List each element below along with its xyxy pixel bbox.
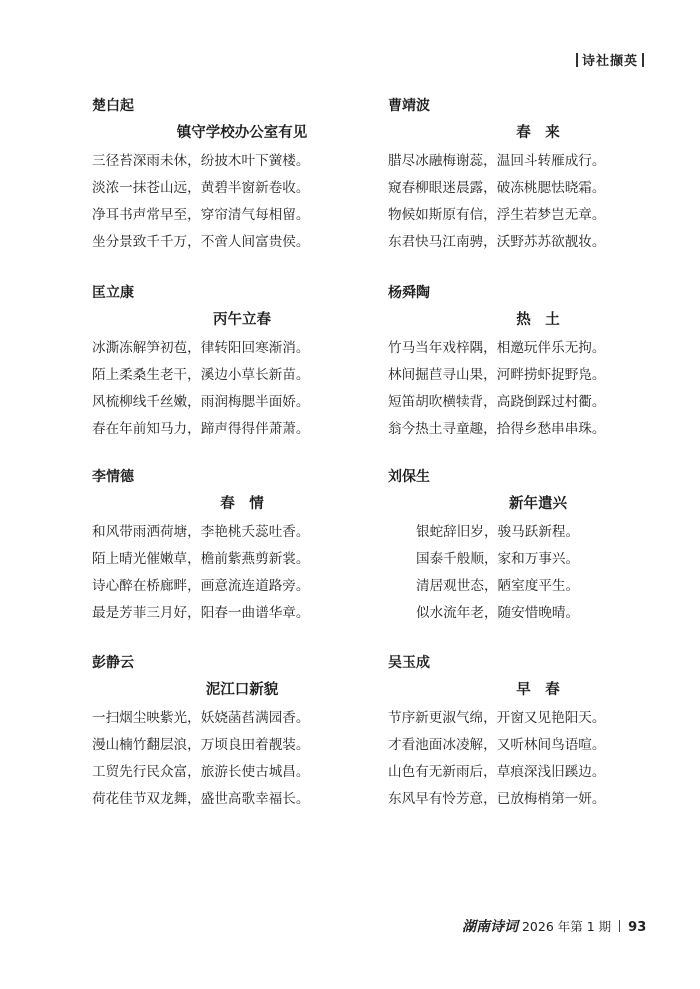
poem-line: 诗心醉在桥廊畔，画意流连道路旁。 <box>92 578 310 594</box>
issue-label: 2026 年第 1 期 <box>521 919 612 934</box>
page-number: 93 <box>628 920 647 935</box>
section-tag <box>572 50 648 69</box>
poem-line: 林间掘苣寻山果，河畔捞虾捉野凫。 <box>388 367 606 383</box>
poem-author: 刘保生 <box>388 469 430 485</box>
poem-line: 陌上晴光催嫩草，檐前紫燕剪新裳。 <box>92 551 310 567</box>
section-tag-bar-right <box>642 53 644 67</box>
poem-line: 和风带雨洒荷塘，李艳桃夭蕊吐香。 <box>92 524 310 540</box>
poem-line: 净耳书声常早至，穿帘清气每相留。 <box>92 207 310 223</box>
poem-line: 银蛇辞旧岁，骏马跃新程。 <box>416 524 580 540</box>
poem-peng-jingyun <box>92 653 392 813</box>
poem-line: 工贸先行民众富，旅游长使古城昌。 <box>92 764 310 780</box>
poem-title: 早 春 <box>516 681 560 698</box>
poem-title: 镇守学校办公室有见 <box>176 124 308 141</box>
poem-line: 东风早有怜芳意，已放梅梢第一妍。 <box>388 791 606 807</box>
poem-line: 淡浓一抹苍山远，黄碧半窗新卷收。 <box>92 180 310 196</box>
poem-line: 春在年前知马力，蹄声得得伴萧萧。 <box>92 421 310 437</box>
poem-line: 漫山楠竹翻层浪，万顷良田着靓装。 <box>92 737 310 753</box>
poem-title: 热 土 <box>516 311 560 328</box>
poem-line: 节序新更淑气绵，开窗又见艳阳天。 <box>388 710 606 726</box>
poem-line: 坐分景致千千万，不啻人间富贵侯。 <box>92 234 310 250</box>
poem-title: 春 情 <box>220 495 264 512</box>
poem-title: 新年遣兴 <box>509 495 567 512</box>
poem-chu-baiqi <box>92 96 392 256</box>
poem-line: 风梳柳线千丝嫩，雨润梅腮半面娇。 <box>92 394 310 410</box>
page-footer <box>462 916 646 936</box>
poem-line: 翁今热土寻童趣，拾得乡愁串串珠。 <box>388 421 606 437</box>
poem-line: 冰澌冻解笋初苞，律转阳回寒渐消。 <box>92 340 310 356</box>
section-tag-text: 诗社撷英 <box>581 54 638 69</box>
poem-wu-yucheng <box>388 653 688 813</box>
poem-author: 彭静云 <box>92 655 134 671</box>
poem-line: 物候如斯原有信，浮生若梦岂无章。 <box>388 207 606 223</box>
poem-title: 春 来 <box>516 124 560 141</box>
poem-author: 匡立康 <box>92 285 134 301</box>
poem-line: 短笛胡吹横犊背，高跷倒踩过村衢。 <box>388 394 606 410</box>
poem-line: 窥春柳眼迷晨露，破冻桃腮怯晓霜。 <box>388 180 606 196</box>
poem-author: 吴玉成 <box>388 655 430 671</box>
poem-line: 国泰千般顺，家和万事兴。 <box>416 551 580 567</box>
magazine-logo: 湖南诗词 <box>462 919 518 935</box>
poem-title: 泥江口新貌 <box>205 681 279 698</box>
poem-yang-shuntao <box>388 283 688 443</box>
poem-line: 清居观世态，陋室度平生。 <box>416 578 580 594</box>
poem-line: 荷花佳节双龙舞，盛世高歌幸福长。 <box>92 791 310 807</box>
poem-line: 东君快马江南骋，沃野苏苏欲靓妆。 <box>388 234 606 250</box>
poem-line: 山色有无新雨后，草痕深浅旧蹊边。 <box>388 764 606 780</box>
poem-line: 才看池面冰凌解，又听林间鸟语喧。 <box>388 737 606 753</box>
poem-cao-jingbo <box>388 96 688 256</box>
poem-line: 竹马当年戏梓隅，相邀玩伴乐无拘。 <box>388 340 606 356</box>
poem-title: 丙午立春 <box>213 311 271 328</box>
poem-li-qingde <box>92 467 392 627</box>
poem-line: 最是芳菲三月好，阳春一曲谱华章。 <box>92 605 310 621</box>
poem-line: 一扫烟尘映紫光，妖娆菡萏满园香。 <box>92 710 310 726</box>
poem-author: 杨舜陶 <box>388 285 430 301</box>
poem-author: 楚白起 <box>92 98 134 114</box>
poem-author: 李情德 <box>92 469 134 485</box>
poem-line: 腊尽冰融梅谢蕊，温回斗转雁成行。 <box>388 153 606 169</box>
section-tag-bar-left <box>576 53 578 67</box>
poem-liu-baosheng <box>388 467 688 627</box>
poem-line: 似水流年老，随安惜晚晴。 <box>416 605 580 621</box>
poem-line: 陌上柔桑生老干，溪边小草长新苗。 <box>92 367 310 383</box>
footer-divider <box>619 920 620 932</box>
poem-line: 三径苔深雨未休，纷披木叶下黉楼。 <box>92 153 310 169</box>
poem-author: 曹靖波 <box>388 98 430 114</box>
poem-kuang-likang <box>92 283 392 443</box>
